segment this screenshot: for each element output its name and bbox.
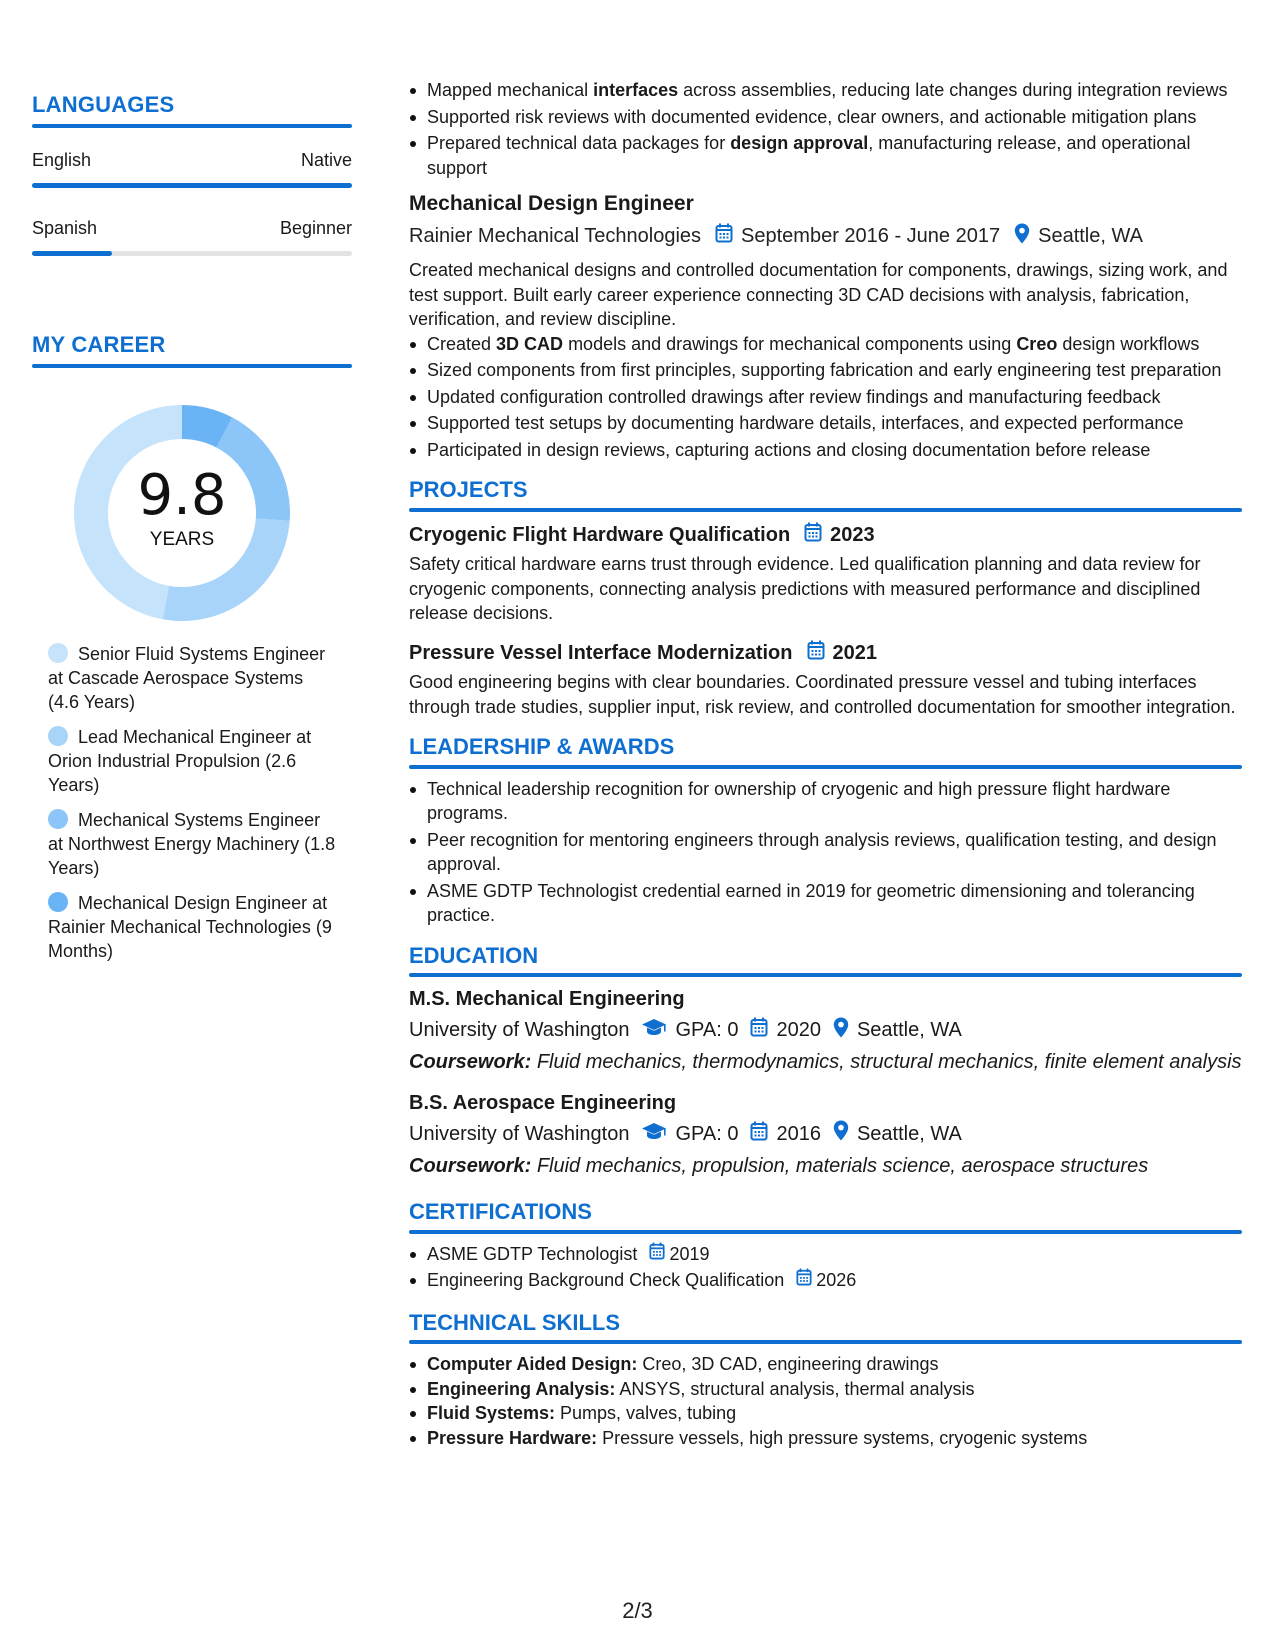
legend-dot (48, 809, 68, 829)
bullet-item: Updated configuration controlled drawings after review findings and manufacturing feedback (409, 385, 1242, 410)
leadership-list (409, 777, 1242, 928)
language-level: Beginner (279, 218, 352, 238)
legend-dot (48, 726, 68, 746)
education-school: University of Washington (409, 1122, 630, 1145)
job-title: Mechanical Design Engineer (409, 192, 694, 215)
project-name: Cryogenic Flight Hardware Qualification (409, 523, 791, 546)
project-description: Good engineering begins with clear boundaries. Coordinated pressure vessel and tubing interfaces through trade studies, supplier input, risk review, and controlled documentation for smoother integration. (409, 672, 1236, 717)
career-total-years: 9.8 (137, 463, 227, 528)
bullet-item: Supported risk reviews with documented evidence, clear owners, and actionable mitigation plans (409, 105, 1242, 130)
legend-label: Mechanical Design Engineer at Rainier Mechanical Technologies (9 Months) (48, 893, 332, 961)
job-description: Created mechanical designs and controlled documentation for components, drawings, sizing work, and test support. Built early career experience connecting 3D CAD decisions with analysis, fabrication, verification, and review discipline. (409, 260, 1228, 329)
language-name: Spanish (32, 218, 98, 238)
education-year: 2016 (776, 1122, 821, 1145)
bullet-item: Supported test setups by documenting hardware details, interfaces, and expected performance (409, 411, 1242, 436)
languages-rule (32, 124, 352, 128)
skill-label: Engineering Analysis: (427, 1378, 616, 1399)
project-title (409, 640, 1242, 667)
calendar-icon (804, 522, 822, 549)
coursework-label: Coursework: (409, 1051, 532, 1073)
bullet-item: Created 3D CAD models and drawings for mechanical components using Creo design workflows (409, 332, 1242, 357)
calendar-icon (750, 1017, 768, 1044)
career-rule (32, 364, 352, 368)
calendar-icon (750, 1121, 768, 1148)
job-bullets (409, 332, 1242, 463)
certification-year: 2026 (816, 1270, 857, 1290)
legend-label: Senior Fluid Systems Engineer at Cascade Aerospace Systems (4.6 Years) (48, 644, 326, 712)
certifications-list (409, 1242, 1242, 1293)
graduation-cap-icon (641, 1122, 667, 1147)
education-year: 2020 (776, 1019, 821, 1041)
calendar-icon (649, 1242, 665, 1267)
coursework-text: Fluid mechanics, propulsion, materials science, aerospace structures (536, 1154, 1149, 1177)
language-item (32, 150, 352, 188)
skills-rule (409, 1340, 1242, 1344)
legend-item (48, 642, 338, 714)
career-legend (48, 642, 338, 974)
language-proficiency-bar (32, 183, 352, 188)
certification-name: Engineering Background Check Qualification (427, 1270, 785, 1290)
job-dates: September 2016 - June 2017 (741, 225, 1001, 247)
certifications-title: CERTIFICATIONS (409, 1199, 592, 1224)
skill-value: ANSYS, structural analysis, thermal analysis (615, 1378, 975, 1399)
education-coursework (409, 1154, 1242, 1179)
career-total-unit: YEARS (149, 529, 215, 550)
skill-label: Computer Aided Design: (427, 1354, 638, 1374)
skill-label: Fluid Systems: (427, 1403, 556, 1423)
location-pin-icon (833, 1017, 849, 1045)
skill-value: Pumps, valves, tubing (555, 1403, 737, 1423)
legend-item (48, 891, 338, 963)
skill-label: Pressure Hardware: (427, 1427, 598, 1448)
projects-rule (409, 508, 1242, 512)
education-meta (409, 1017, 1242, 1045)
languages-title: LANGUAGES (32, 92, 175, 117)
skill-item (409, 1352, 1242, 1377)
legend-dot (48, 892, 68, 912)
education-gpa: GPA: 0 (675, 1122, 739, 1145)
education-coursework (409, 1050, 1242, 1075)
education-location: Seattle, WA (856, 1122, 962, 1145)
graduation-cap-icon (641, 1018, 667, 1043)
certification-year: 2019 (669, 1243, 710, 1264)
legend-label: Mechanical Systems Engineer at Northwest Energy Machinery (1.8 Years) (48, 810, 336, 878)
language-name: English (32, 150, 92, 170)
project-name: Pressure Vessel Interface Modernization (409, 641, 793, 664)
bullet-item: ASME GDTP Technologist credential earned in 2019 for geometric dimensioning and tolerancing practice. (409, 879, 1242, 928)
education-school: University of Washington (409, 1019, 630, 1041)
skill-value: Pressure vessels, high pressure systems, cryogenic systems (597, 1427, 1088, 1448)
leadership-title: LEADERSHIP & AWARDS (409, 734, 675, 759)
skill-item (409, 1401, 1242, 1426)
coursework-text: Fluid mechanics, thermodynamics, structural mechanics, finite element analysis (536, 1051, 1242, 1073)
skill-item (409, 1377, 1242, 1402)
job-location: Seattle, WA (1038, 225, 1143, 247)
previous-job-bullets (409, 78, 1242, 180)
language-level: Native (300, 150, 352, 170)
skill-item (409, 1426, 1242, 1451)
skills-title: TECHNICAL SKILLS (409, 1309, 621, 1335)
skill-value: Creo, 3D CAD, engineering drawings (637, 1354, 939, 1374)
projects-title: PROJECTS (409, 477, 528, 502)
leadership-rule (409, 765, 1242, 769)
calendar-icon (796, 1268, 812, 1293)
certification-item (409, 1268, 1242, 1293)
skills-list (409, 1352, 1242, 1450)
language-proficiency-bar (32, 251, 352, 256)
language-proficiency-fill (32, 183, 352, 188)
legend-item (48, 808, 338, 880)
page-number: 2/3 (622, 1598, 653, 1623)
bullet-item: Participated in design reviews, capturing actions and closing documentation before release (409, 438, 1242, 463)
bullet-item: Sized components from first principles, supporting fabrication and early engineering test preparation (409, 358, 1242, 383)
education-location: Seattle, WA (856, 1019, 962, 1041)
project-description: Safety critical hardware earns trust through evidence. Led qualification planning and data review for cryogenic components, connecting analysis predictions with measured performance and disciplined release decisions. (409, 554, 1201, 623)
legend-label: Lead Mechanical Engineer at Orion Industrial Propulsion (2.6 Years) (48, 727, 312, 795)
location-pin-icon (833, 1120, 849, 1148)
right-column (409, 78, 1242, 1450)
calendar-icon (715, 223, 733, 250)
career-donut-chart (62, 393, 302, 633)
legend-item (48, 725, 338, 797)
certifications-rule (409, 1230, 1242, 1234)
education-gpa: GPA: 0 (675, 1019, 739, 1041)
language-item (32, 218, 352, 256)
left-column (32, 92, 352, 368)
bullet-item: Mapped mechanical interfaces across assemblies, reducing late changes during integration reviews (409, 78, 1242, 103)
bullet-item: Prepared technical data packages for design approval, manufacturing release, and operational support (409, 131, 1242, 180)
education-meta (409, 1120, 1242, 1148)
project-title (409, 522, 1242, 549)
certification-name: ASME GDTP Technologist (427, 1243, 638, 1264)
education-degree: M.S. Mechanical Engineering (409, 988, 685, 1010)
job-meta (409, 223, 1242, 251)
coursework-label: Coursework: (409, 1154, 532, 1177)
education-rule (409, 973, 1242, 977)
language-proficiency-fill (32, 251, 112, 256)
education-degree: B.S. Aerospace Engineering (409, 1091, 677, 1114)
education-title: EDUCATION (409, 942, 539, 968)
location-pin-icon (1014, 223, 1030, 251)
job-company: Rainier Mechanical Technologies (409, 225, 702, 247)
career-title: MY CAREER (32, 332, 166, 357)
project-year: 2023 (830, 523, 875, 546)
certification-item (409, 1242, 1242, 1267)
legend-dot (48, 643, 68, 663)
bullet-item: Technical leadership recognition for ownership of cryogenic and high pressure flight hardware programs. (409, 777, 1242, 826)
project-year: 2021 (832, 641, 877, 664)
calendar-icon (807, 640, 825, 667)
bullet-item: Peer recognition for mentoring engineers through analysis reviews, qualification testing, and design approval. (409, 828, 1242, 877)
